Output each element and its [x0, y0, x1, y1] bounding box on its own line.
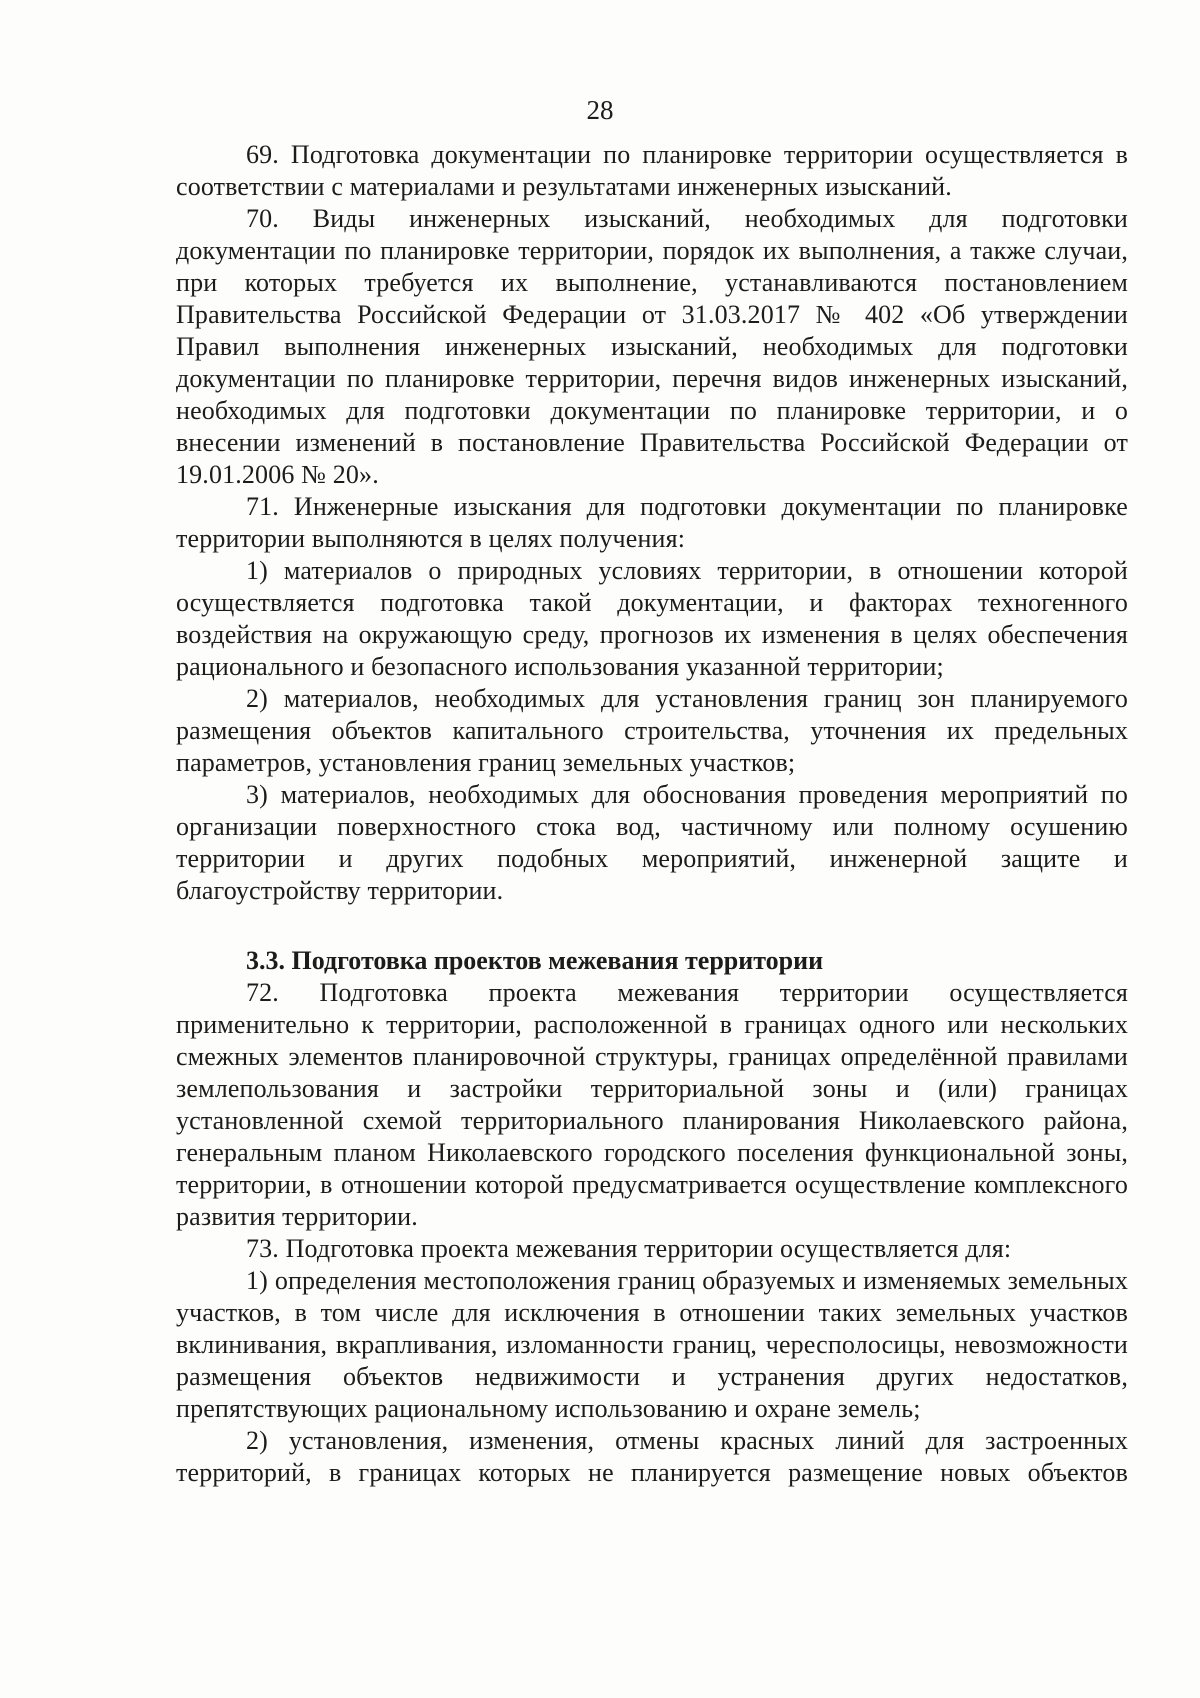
paragraph-71-item-1: 1) материалов о природных условиях территории, в отношении которой осуществляется подготовка такой документации, и факторах техногенного воздействия на окружающую среду, прогнозов их изменения в целях обеспечения рационального и безопасного использования указанной территории; — [176, 556, 1128, 681]
paragraph-69: 69. Подготовка документации по планировке территории осуществляется в соответствии с материалами и результатами инженерных изысканий. — [176, 140, 1128, 201]
page-number: 28 — [586, 95, 614, 125]
paragraph-73-item-2: 2) установления, изменения, отмены красных линий для застроенных территорий, в границах которых не планируется размещение новых объектов — [176, 1426, 1128, 1487]
paragraph-72: 72. Подготовка проекта межевания территории осуществляется применительно к территории, расположенной в границах одного или нескольких смежных элементов планировочной структуры, границах определённой правилами землепользования и застройки территориальной зоны и (или) границах установленной схемой территориального планирования Николаевского района, генеральным планом Николаевского городского поселения функциональной зоны, территории, в отношении которой предусматривается осуществление комплексного развития территории. — [176, 978, 1128, 1231]
paragraph-71: 71. Инженерные изыскания для подготовки документации по планировке территории выполняются в целях получения: — [176, 492, 1128, 553]
paragraph-73-item-1: 1) определения местоположения границ образуемых и изменяемых земельных участков, в том числе для исключения в отношении таких земельных участков вклинивания, вкрапливания, изломанности границ, чересполосицы, невозможности размещения объектов недвижимости и устранения других недостатков, препятствующих рациональному использованию и охране земель; — [176, 1266, 1128, 1423]
paragraph-71-item-2: 2) материалов, необходимых для установления границ зон планируемого размещения объектов капитального строительства, уточнения их предельных параметров, установления границ земельных участков; — [176, 684, 1128, 777]
paragraph-70: 70. Виды инженерных изысканий, необходимых для подготовки документации по планировке территории, порядок их выполнения, а также случаи, при которых требуется их выполнение, устанавливаются постановлением Правительства Российской Федерации от 31.03.2017 № 402 «Об утверждении Правил выполнения инженерных изысканий, необходимых для подготовки документации по планировке территории, перечня видов инженерных изысканий, необходимых для подготовки документации по планировке территории, и о внесении изменений в постановление Правительства Российской Федерации от 19.01.2006 № 20». — [176, 204, 1128, 489]
section-heading: 3.3. Подготовка проектов межевания территории — [246, 946, 824, 975]
paragraph-71-item-3: 3) материалов, необходимых для обоснования проведения мероприятий по организации поверхностного стока вод, частичному или полному осушению территории и других подобных мероприятий, инженерной защите и благоустройству территории. — [176, 780, 1128, 905]
paragraph-73: 73. Подготовка проекта межевания территории осуществляется для: — [246, 1234, 1012, 1263]
document-body — [176, 139, 1128, 1489]
